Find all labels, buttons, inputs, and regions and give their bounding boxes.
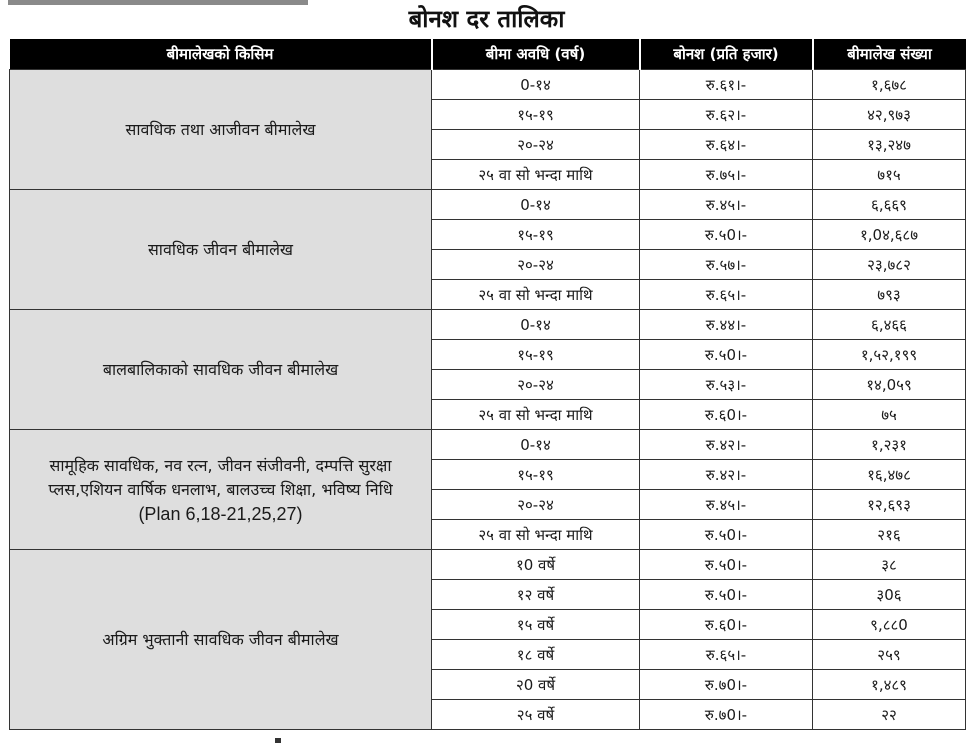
table-row xyxy=(10,70,966,100)
term-cell: 0-१४ xyxy=(432,190,640,220)
count-cell: १२,६९३ xyxy=(813,490,966,520)
bonus-cell: रु.६५।- xyxy=(640,640,813,670)
term-cell: १0 वर्षे xyxy=(432,550,640,580)
term-cell: 0-१४ xyxy=(432,310,640,340)
count-cell: १,२३१ xyxy=(813,430,966,460)
term-cell: २०-२४ xyxy=(432,250,640,280)
bonus-cell: रु.७0।- xyxy=(640,700,813,730)
bonus-cell: रु.६१।- xyxy=(640,70,813,100)
bonus-rate-table xyxy=(9,39,966,730)
bonus-cell: रु.६५।- xyxy=(640,280,813,310)
column-header-term: बीमा अवधि (वर्ष) xyxy=(432,39,640,70)
bonus-cell: रु.७0।- xyxy=(640,670,813,700)
term-cell: 0-१४ xyxy=(432,70,640,100)
column-header-bonus: बोनश (प्रति हजार) xyxy=(640,39,813,70)
term-cell: २०-२४ xyxy=(432,370,640,400)
count-cell: २२ xyxy=(813,700,966,730)
policy-type-cell xyxy=(10,70,432,190)
bonus-cell: रु.५0।- xyxy=(640,550,813,580)
policy-type-label: बालबालिकाको सावधिक जीवन बीमालेख xyxy=(102,359,339,379)
bonus-cell: रु.७५।- xyxy=(640,160,813,190)
count-cell: ७१५ xyxy=(813,160,966,190)
bonus-cell: रु.४२।- xyxy=(640,430,813,460)
column-header-policy-type: बीमालेखको किसिम xyxy=(10,39,432,70)
policy-type-cell xyxy=(10,550,432,730)
policy-type-cell xyxy=(10,430,432,550)
term-cell: १५-१९ xyxy=(432,460,640,490)
count-cell: ७५ xyxy=(813,400,966,430)
term-cell: 0-१४ xyxy=(432,430,640,460)
bonus-cell: रु.६0।- xyxy=(640,400,813,430)
count-cell: ९,८८0 xyxy=(813,610,966,640)
term-cell: १५ वर्षे xyxy=(432,610,640,640)
term-cell: १५-१९ xyxy=(432,100,640,130)
count-cell: १४,0५९ xyxy=(813,370,966,400)
count-cell: ६,४६६ xyxy=(813,310,966,340)
table-row xyxy=(10,550,966,580)
term-cell: १५-१९ xyxy=(432,340,640,370)
count-cell: १३,२४७ xyxy=(813,130,966,160)
bonus-cell: रु.५0।- xyxy=(640,340,813,370)
policy-type-label: अग्रिम भुक्तानी सावधिक जीवन बीमालेख xyxy=(102,629,339,649)
count-cell: १,४८९ xyxy=(813,670,966,700)
term-cell: २०-२४ xyxy=(432,130,640,160)
header-row xyxy=(10,39,966,70)
bonus-cell: रु.५0।- xyxy=(640,220,813,250)
bonus-cell: रु.४२।- xyxy=(640,460,813,490)
term-cell: २५ वा सो भन्दा माथि xyxy=(432,520,640,550)
term-cell: २५ वा सो भन्दा माथि xyxy=(432,400,640,430)
bonus-cell: रु.४५।- xyxy=(640,490,813,520)
term-cell: २५ वा सो भन्दा माथि xyxy=(432,280,640,310)
term-cell: १८ वर्षे xyxy=(432,640,640,670)
bonus-cell: रु.४४।- xyxy=(640,310,813,340)
bonus-cell: रु.५३।- xyxy=(640,370,813,400)
table-row xyxy=(10,430,966,460)
bonus-cell: रु.६२।- xyxy=(640,100,813,130)
table-body xyxy=(10,70,966,730)
policy-type-cell xyxy=(10,190,432,310)
term-cell: २५ वर्षे xyxy=(432,700,640,730)
bonus-cell: रु.४५।- xyxy=(640,190,813,220)
count-cell: १,0४,६८७ xyxy=(813,220,966,250)
count-cell: १६,४७८ xyxy=(813,460,966,490)
page-title: बोनश दर तालिका xyxy=(408,5,565,33)
term-cell: १५-१९ xyxy=(432,220,640,250)
term-cell: २०-२४ xyxy=(432,490,640,520)
term-cell: १२ वर्षे xyxy=(432,580,640,610)
table-header xyxy=(10,39,966,70)
policy-type-label: सामूहिक सावधिक, नव रत्न, जीवन संजीवनी, दम्पत्ति सुरक्षा प्लस,एशियन वार्षिक धनलाभ, बालउच्च शिक्षा, भविष्य निधि xyxy=(48,455,393,499)
bonus-cell: रु.६0।- xyxy=(640,610,813,640)
term-cell: २0 वर्षे xyxy=(432,670,640,700)
column-header-count: बीमालेख संख्या xyxy=(813,39,966,70)
count-cell: ३0६ xyxy=(813,580,966,610)
count-cell: २३,७८२ xyxy=(813,250,966,280)
cropped-mark xyxy=(275,738,281,743)
bonus-cell: रु.६४।- xyxy=(640,130,813,160)
policy-type-label: सावधिक तथा आजीवन बीमालेख xyxy=(125,119,316,139)
policy-type-cell xyxy=(10,310,432,430)
table-row xyxy=(10,310,966,340)
count-cell: ६,६६९ xyxy=(813,190,966,220)
count-cell: ७९३ xyxy=(813,280,966,310)
count-cell: १,५२,१९९ xyxy=(813,340,966,370)
term-cell: २५ वा सो भन्दा माथि xyxy=(432,160,640,190)
bonus-cell: रु.५0।- xyxy=(640,580,813,610)
count-cell: २१६ xyxy=(813,520,966,550)
count-cell: ३८ xyxy=(813,550,966,580)
count-cell: ४२,९७३ xyxy=(813,100,966,130)
table-row xyxy=(10,190,966,220)
policy-type-label: सावधिक जीवन बीमालेख xyxy=(147,239,294,259)
count-cell: १,६७८ xyxy=(813,70,966,100)
plan-numbers: (Plan 6,18-21,25,27) xyxy=(138,503,303,524)
bonus-cell: रु.५0।- xyxy=(640,520,813,550)
count-cell: २५९ xyxy=(813,640,966,670)
bonus-cell: रु.५७।- xyxy=(640,250,813,280)
